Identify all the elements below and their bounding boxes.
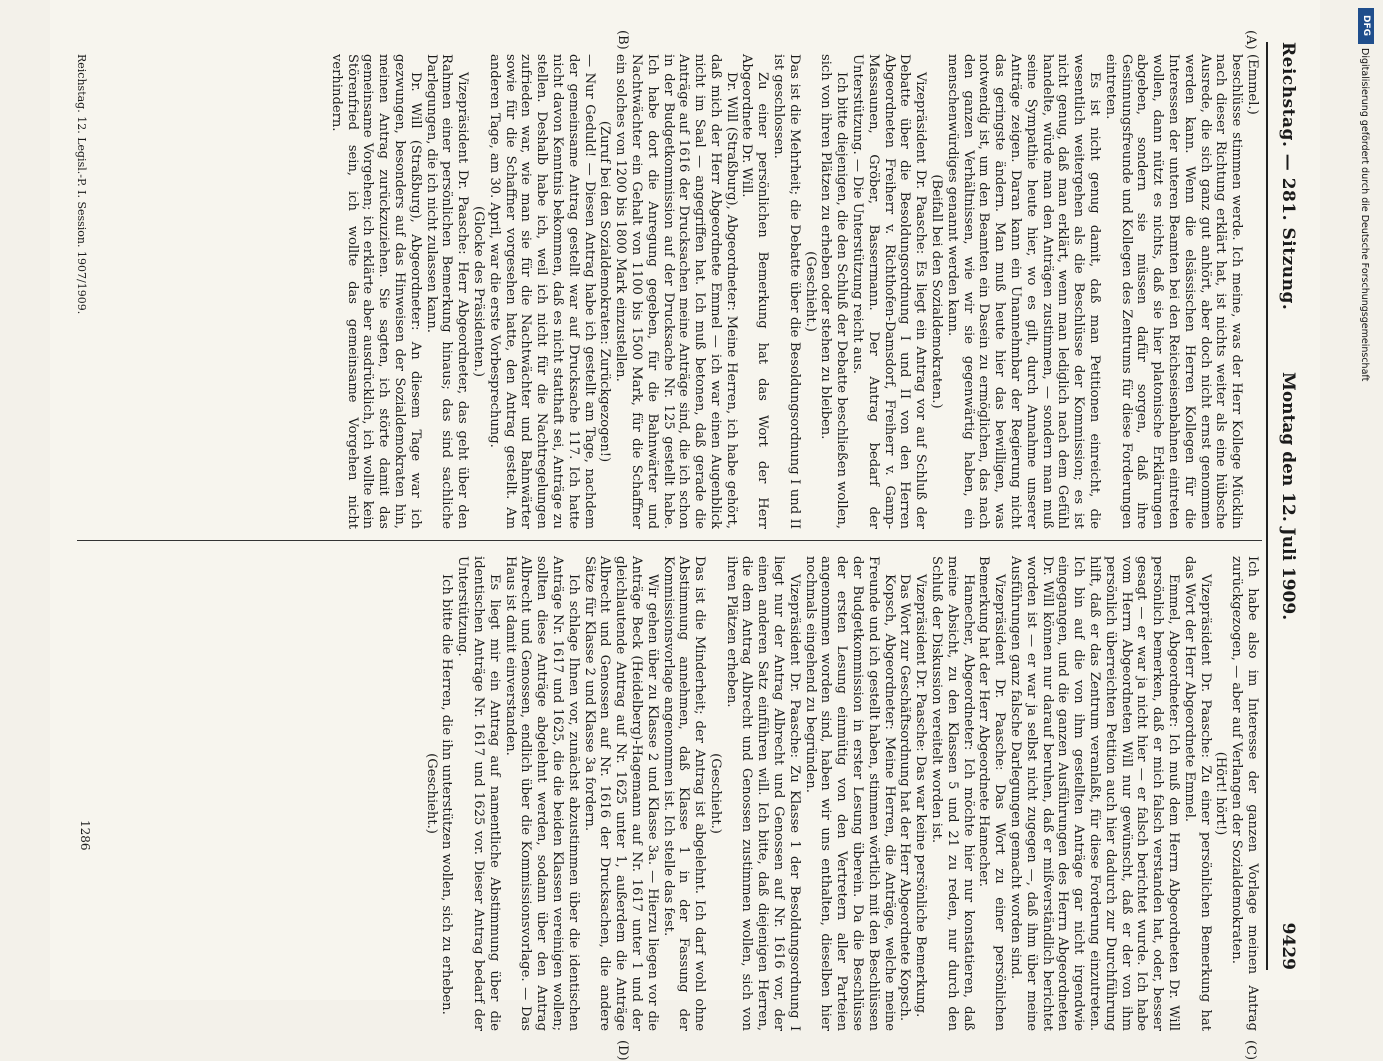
paragraph: Ich schlage Ihnen vor, zunächst abzustimmen über die identischen Anträge Nr. 1617 und 1625, die die beiden Klassen vereinigen wollen; sollten diese Anträge abgelehnt werden, sodann über den Antrag Albrecht und Genossen, endlich über die Kommissionsvorlage. — Das Haus ist damit einverstanden. <box>502 556 581 1031</box>
paragraph: Dr. Will (Straßburg), Abgeordneter: An diesem Tage war ich gezwungen, besonders auf das Hinweisen der Sozialdemokraten hin, meinen Antrag zurückzuziehen. Sie sagten, ich störte damit das gemeinsame Vorgehen; ich erklärte aber ausdrücklich, ich wollte kein Störenfried sein, ich wollte das gemeinsame Vorgehen nicht verhindern. <box>328 54 423 529</box>
page-code: 1286 <box>78 820 92 851</box>
stage-note: (Zuruf bei den Sozialdemokraten: Zurückgezogen!) <box>597 120 613 463</box>
paragraph: Kopsch, Abgeordneter: Meine Herren, die Anträge, welche meine Freunde und ich gestellt haben, stimmen wörtlich mit den Beschlüssen der Budgetkommission in erster Lesung überein. Da die Beschlüsse der ersten Lesung einmütig von den Vertretern aller Parteien angenommen worden sind, haben wir uns enthalten, dieselben hier nochmals eingehend zu begründen. <box>802 556 897 1031</box>
paragraph: Es ist nicht genug damit, daß man Petitionen einreicht, die wesentlich weitergehen als die Beschlüsse der Kommission; es ist nicht genug, daß man erklärt, wenn man lediglich nach dem Gefühl handelte, würde man den Anträgen zustimmen, — sondern man muß seine Sympathie heute hier, wo es gilt, durch Annahme unserer Anträge zeigen. Daran kann ein Unannehmbar der Regierung nicht das geringste ändern. Man muß heute hier das bewilligen, was notwendig ist, um den Beamten ein Dasein zu ermöglichen, das nach den ganzen Verhältnissen, wie wir sie gegenwärtig haben, ein menschenwürdiges genannt werden kann. <box>944 54 1103 529</box>
header-rule <box>1266 42 1268 970</box>
stage-note: (Geschieht.) <box>707 753 723 834</box>
paragraph: Vizepräsident Dr. Paasche: Es liegt ein Antrag vor auf Schluß der Debatte über die Besoldungsordnung I und II von den Herren Abgeordneten Freiherr v. Richthofen-Damsdorf, Freiherr v. Gamp-Massaunen, Gröber, Bassermann. Der Antrag bedarf der Unterstützung. — Die Unterstützung reicht aus. <box>850 54 929 529</box>
paragraph: Emmel, Abgeordneter: Ich muß dem Herrn Abgeordneten Dr. Will persönlich bemerken, daß er mich falsch verstanden hat, oder, besser gesagt — er war ja nicht hier — er falsch berichtet wurde. Ich habe vom Herrn Abgeordneten Will nur gewünscht, daß er der von ihm persönlich überreichten Petition auch hier dadurch zur Durchführung hilft, daß er das Zentrum veranlaßt, für diese Forderung einzutreten. Ich bin auf die von ihm gestellten Anträge gar nicht irgendwie eingegangen, und die ganzen Ausführungen des Herrn Abgeordneten Dr. Will können nur darauf beruhen, daß er mißverständlich berichtet worden ist — er war ja selbst nicht zugegen —, daß ihm über meine Ausführungen ganz falsche Darlegungen gemacht worden sind. <box>1008 556 1182 1031</box>
stage-note: (Geschieht.) <box>802 251 818 332</box>
paragraph: Vizepräsident Dr. Paasche: Zu Klasse 1 der Besoldungsordnung I liegt nur der Antrag Albrecht und Genossen auf Nr. 1616 vor, der einen anderen Satz einführen will. Ich bitte, daß diejenigen Herren, die dem Antrag Albrecht und Genossen zustimmen wollen, sich von ihren Plätzen erheben. <box>723 556 802 1031</box>
column-rule <box>77 540 1262 541</box>
margin-marker-b: (B) <box>615 30 630 50</box>
margin-marker-c: (C) <box>1243 1040 1258 1061</box>
paragraph: Zu einer persönlichen Bemerkung hat das Wort der Herr Abgeordnete Dr. Will. <box>739 54 771 529</box>
digitization-sidebar <box>1358 8 1376 998</box>
stage-note: (Hört! hört!) <box>1213 751 1229 836</box>
paragraph: — Nur Geduld! — Diesen Antrag habe ich gestellt am Tage, nachdem der gemeinsame Antrag gestellt war auf Drucksache 117. Ich hatte nicht davon Kenntnis bekommen, daß es nicht statthaft sei, Anträge zu stellen. Deshalb habe ich, weil ich nicht für die Nachtregelungen zufrieden war, wie man sie für die Nachtwächter und Bahnwärter sowie für die Schaffner vorgesehen hatte, den Antrag gestellt. Am anderen Tage, am 30. April, war die erste Vorbesprechung. <box>486 54 597 529</box>
paragraph: beschlüsse stimmen werde. Ich meine, was der Herr Kollege Mücklin nach dieser Richtung erklärt hat, ist nichts weiter als eine hübsche Ausrede, die sich ganz gut anhört, aber doch nicht ernst genommen werden kann. Wenn die elsässischen Herren Kollegen für die Interessen der unteren Beamten bei den Reichseisenbahnen eintreten wollen, dann nützt es nichts, daß sie hier platonische Erklärungen abgeben, sondern sie müssen dafür sorgen, daß ihre Gesinnungsfreunde und Kollegen des Zentrums für diese Forderungen eintreten. <box>1102 54 1245 529</box>
stage-note: (Glocke des Präsidenten.) <box>470 206 486 377</box>
paragraph: Ich habe also im Interesse der ganzen Vorlage meinen Antrag zurückgezogen, — aber auf Verlangen der Sozialdemokraten. <box>1229 556 1260 1031</box>
paragraph: Ich bitte die Herren, die ihn unterstützen wollen, sich zu erheben. <box>439 574 455 1015</box>
dfg-logo: DFG <box>1358 8 1374 44</box>
paragraph: Es liegt mir ein Antrag auf namentliche Abstimmung über die identischen Anträge Nr. 1617 und 1625 vor. Dieser Antrag bedarf der Unterstützung. <box>455 556 502 1031</box>
header-session: Reichstag. — 281. Sitzung. <box>1278 42 1298 311</box>
paragraph: Wir gehen über zu Klasse 2 und Klasse 3a. — Hierzu liegen vor die Anträge Beck (Heidelberg)-Hagemann auf Nr. 1617 unter 1 und der gleichlautende Antrag auf Nr. 1625 unter 1, außerdem die Anträge Albrecht und Genossen auf Nr. 1616 der Drucksachen, die andere Sätze für Klasse 2 und Klasse 3a fordern. <box>581 556 660 1031</box>
paragraph: Vizepräsident Dr. Paasche: Das war keine persönliche Bemerkung. <box>913 574 929 1018</box>
paragraph: Ich bitte diejenigen, die den Schluß der Debatte beschließen wollen, sich von ihren Plätzen zu erheben oder stehen zu bleiben. <box>818 54 850 529</box>
paragraph: Das Wort zur Geschäftsordnung hat der Herr Abgeordnete Kopsch. <box>897 574 913 1022</box>
speaker-continuation: (Emmel.) <box>1245 54 1260 115</box>
header-date: Montag den 12. Juli 1909. <box>1278 372 1298 621</box>
stage-note: (Beifall bei den Sozialdemokraten.) <box>929 174 945 409</box>
digitization-credit: Digitalisierung gefördert durch die Deutsche Forschungsgemeinschaft <box>1359 48 1370 382</box>
margin-marker-a: (A) <box>1243 30 1258 50</box>
page-footer: Reichstag. 12. Legisl.-P. I. Session. 1907/1909. <box>75 54 88 315</box>
right-column <box>423 556 1260 1031</box>
running-head <box>1272 42 1302 970</box>
paragraph: Dr. Will (Straßburg), Abgeordneter: Meine Herren, ich habe gehört, daß mich der Herr Abgeordnete Emmel — ich war einen Augenblick nicht im Saal — angegriffen hat. Ich muß betonen, daß gerade die Anträge auf 1616 der Drucksachen meine Anträge sind, die ich schon in der Budgetkommission auf der Drucksache Nr. 125 gestellt habe. Ich habe dort die Anregung gegeben, für die Bahnwärter und Nachtwächter ein Gehalt von 1100 bis 1500 Mark, für die Schaffner ein solches von 1200 bis 1800 Mark einzustellen. <box>613 54 739 529</box>
paragraph: Vizepräsident Dr. Paasche: Das Wort zu einer persönlichen Bemerkung hat der Herr Abgeordnete Hamecher. <box>976 556 1008 1031</box>
left-column <box>328 54 1260 529</box>
paragraph: Das ist die Minderheit; der Antrag ist abgelehnt. Ich darf wohl ohne Abstimmung annehmen, daß Klasse 1 in der Fassung der Kommissionsvorlage angenommen ist. Ich stelle das fest. <box>660 556 708 1031</box>
document-page <box>50 0 1320 1061</box>
stage-note: (Geschieht.) <box>423 753 439 834</box>
paragraph: Vizepräsident Dr. Paasche: Zu einer persönlichen Bemerkung hat das Wort der Herr Abgeordnete Emmel. <box>1181 556 1213 1031</box>
header-page-number: 9429 <box>1278 922 1298 970</box>
margin-marker-d: (D) <box>615 1040 630 1061</box>
paragraph: Das ist die Mehrheit; die Debatte über die Besoldungsordnung I und II ist geschlossen. <box>771 54 802 529</box>
paragraph: Hamecher, Abgeordneter: Ich möchte hier nur konstatieren, daß meine Absicht, zu den Klassen 5 und 21 zu reden, nur durch den Schluß der Diskussion vereitelt worden ist. <box>929 556 976 1031</box>
paragraph: Vizepräsident Dr. Paasche: Herr Abgeordneter, das geht über den Rahmen einer persönlichen Bemerkung hinaus; das sind sachliche Darlegungen, die ich nicht zulassen kann. <box>423 54 471 529</box>
